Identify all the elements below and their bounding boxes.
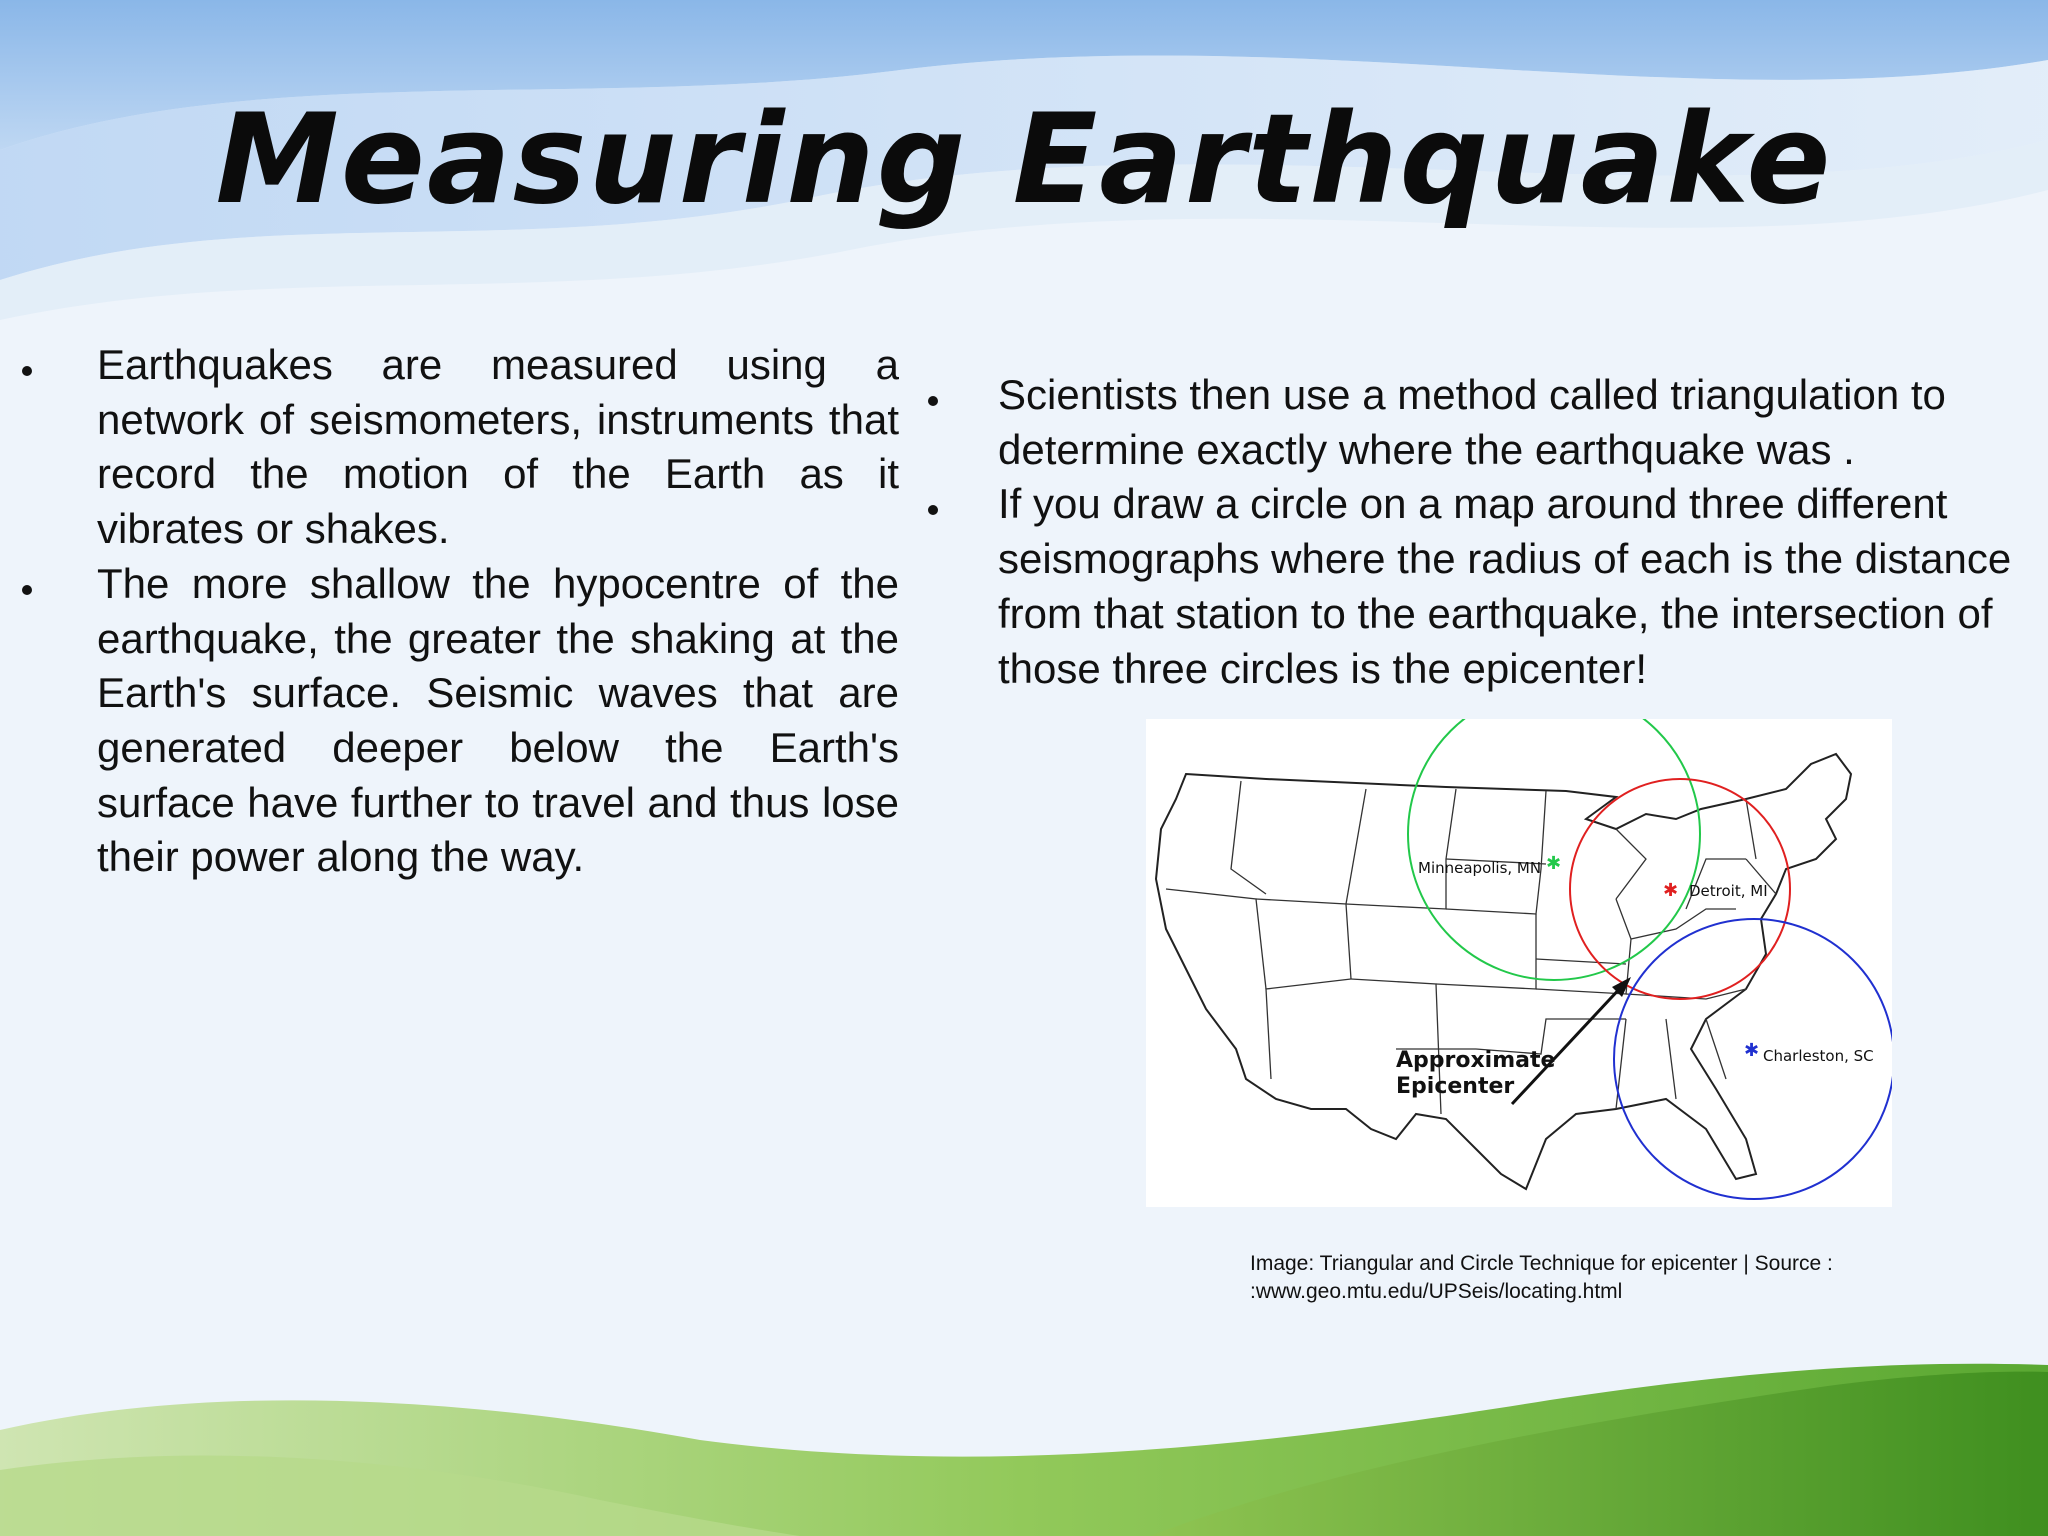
right-bullet-text: If you draw a circle on a map around three different seismographs where the radius of each is the distance from that station to the earthquake, the intersection of those three circles is the epicenter! — [998, 480, 2012, 692]
epicenter-label-line1: Approximate — [1396, 1048, 1556, 1073]
slide-title: Measuring Earthquake — [215, 88, 1833, 232]
us-map-illustration — [1146, 719, 1892, 1207]
triangulation-map-image — [1146, 719, 1892, 1207]
caption-line-1: Image: Triangular and Circle Technique for epicenter | Source : — [1250, 1252, 1833, 1275]
left-bullet-item — [97, 557, 899, 885]
right-bullet-list — [998, 368, 2038, 696]
bullet-dot-icon — [928, 396, 938, 406]
right-bullet-item — [998, 368, 2038, 477]
detroit-label: Detroit, MI — [1689, 882, 1768, 900]
minneapolis-label: Minneapolis, MN — [1418, 859, 1542, 877]
right-bullet-item — [998, 477, 2038, 696]
charleston-marker-icon: ✱ — [1744, 1040, 1760, 1061]
left-bullet-item — [97, 338, 899, 557]
bullet-dot-icon — [22, 585, 32, 595]
bullet-dot-icon — [22, 366, 32, 376]
left-bullet-text: Earthquakes are measured using a network of seismometers, instruments that record the motion of the Earth as it vibrates or shakes. — [97, 341, 899, 553]
epicenter-label-line2: Epicenter — [1396, 1074, 1515, 1099]
caption-line-2: :www.geo.mtu.edu/UPSeis/locating.html — [1250, 1280, 1623, 1303]
minneapolis-marker-icon: ✱ — [1546, 853, 1562, 874]
right-bullet-text: Scientists then use a method called triangulation to determine exactly where the earthquake was . — [998, 371, 1946, 473]
left-bullet-text: The more shallow the hypocentre of the earthquake, the greater the shaking at the Earth's surface. Seismic waves that are generated deeper below the Earth's surface have further to travel and thus lose their power along the way. — [97, 559, 899, 881]
image-caption — [1250, 1250, 1910, 1306]
charleston-label: Charleston, SC — [1763, 1047, 1874, 1065]
left-bullet-list — [97, 338, 899, 885]
detroit-marker-icon: ✱ — [1663, 880, 1679, 901]
